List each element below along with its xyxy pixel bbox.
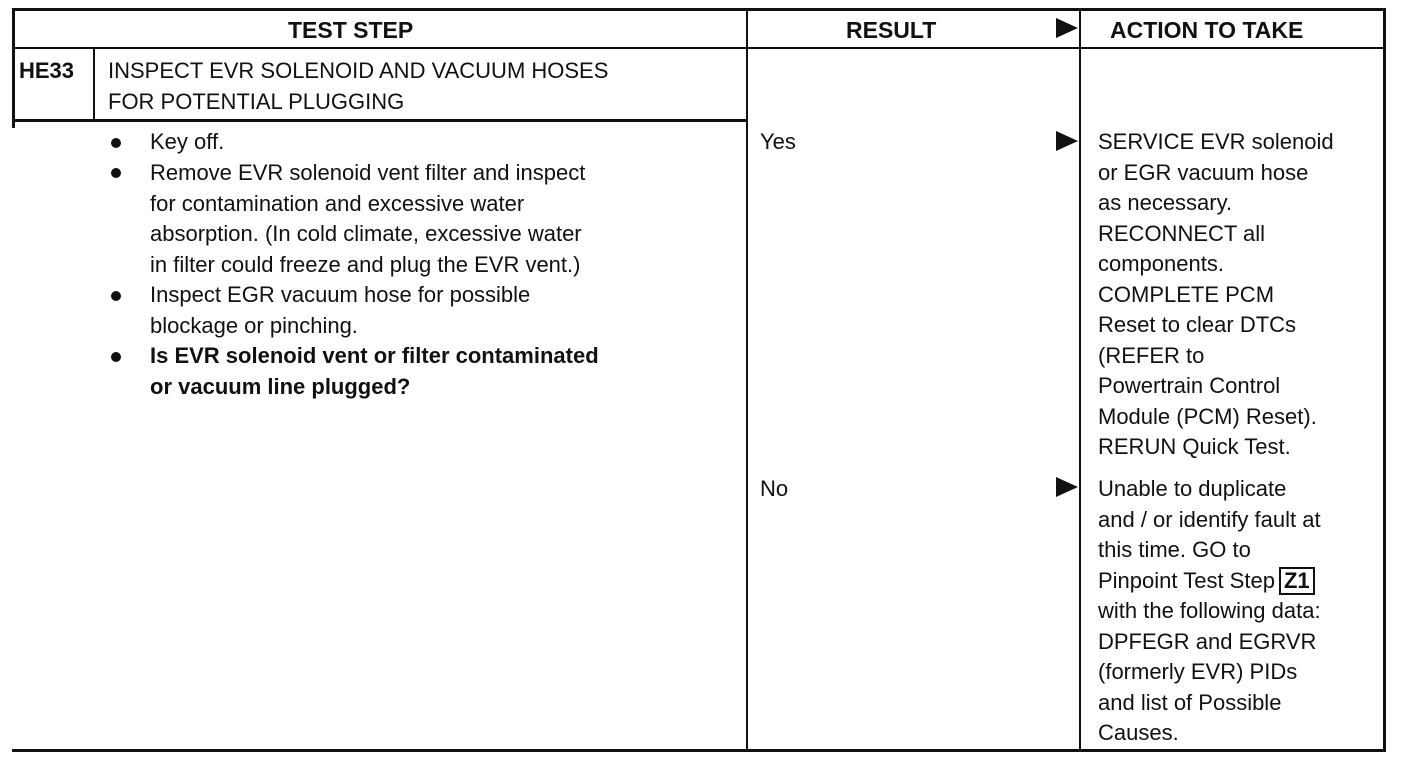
action-line: RERUN Quick Test.: [1098, 434, 1291, 459]
action-line: this time. GO to: [1098, 537, 1251, 562]
result-yes: Yes: [760, 129, 796, 154]
action-line: [1098, 566, 1321, 597]
instruction-line: Is EVR solenoid vent or filter contaminated: [150, 343, 599, 368]
action-line: Causes.: [1098, 720, 1179, 745]
instruction-line: or vacuum line plugged?: [150, 373, 411, 399]
action-line: Powertrain Control: [1098, 373, 1281, 398]
action-line: or EGR vacuum hose: [1098, 159, 1309, 185]
action-yes: [1098, 127, 1334, 463]
action-line: SERVICE EVR solenoid: [1098, 129, 1334, 154]
bullet-icon: [111, 138, 121, 148]
instruction-line: blockage or pinching.: [150, 312, 358, 338]
table-bottom-border: [12, 749, 1386, 752]
action-line: and / or identify fault at: [1098, 506, 1321, 532]
action-line: with the following data:: [1098, 598, 1321, 623]
action-line: Reset to clear DTCs: [1098, 312, 1297, 337]
action-line: (REFER to: [1098, 342, 1205, 368]
bullet-icon: [111, 352, 121, 362]
bullet-icon: [111, 168, 121, 178]
step-title-line: FOR POTENTIAL PLUGGING: [108, 88, 405, 114]
action-line-text: Pinpoint Test Step: [1098, 567, 1275, 593]
instruction-line: in filter could freeze and plug the EVR vent.): [150, 251, 581, 277]
action-line: and list of Possible: [1098, 689, 1282, 715]
result-no: No: [760, 476, 789, 501]
action-no: [1098, 474, 1321, 749]
pinpoint-step-ref: Z1: [1279, 567, 1315, 595]
action-line: DPFEGR and EGRVR: [1098, 628, 1317, 654]
instruction-inspect-hose: [150, 280, 530, 341]
instruction-line: Remove EVR solenoid vent filter and inspect: [150, 160, 586, 185]
step-title-bottom-border: [12, 119, 748, 122]
instruction-line: absorption. (In cold climate, excessive water: [150, 221, 582, 246]
action-line: Module (PCM) Reset).: [1098, 403, 1317, 429]
table-right-border: [1383, 8, 1386, 752]
header-result: RESULT: [846, 17, 937, 43]
instruction-line: Inspect EGR vacuum hose for possible: [150, 282, 531, 307]
action-line: Unable to duplicate: [1098, 476, 1287, 501]
bullet-icon: [111, 291, 121, 301]
instruction-line: for contamination and excessive water: [150, 190, 525, 216]
column-divider-action: [1079, 8, 1081, 752]
table-top-border: [12, 8, 1386, 11]
header-bottom-border: [12, 47, 1386, 49]
action-line: RECONNECT all: [1098, 220, 1266, 246]
step-id: HE33: [19, 58, 75, 83]
action-line: (formerly EVR) PIDs: [1098, 659, 1298, 684]
result-yes-arrow-icon: [1056, 131, 1078, 151]
instruction-line: Key off.: [150, 129, 225, 154]
action-line: as necessary.: [1098, 190, 1233, 215]
header-arrow-icon: [1056, 18, 1078, 38]
instruction-key-off: [150, 127, 224, 158]
header-test-step: TEST STEP: [288, 17, 414, 43]
step-title-line: INSPECT EVR SOLENOID AND VACUUM HOSES: [108, 58, 609, 83]
action-line: components.: [1098, 251, 1224, 276]
instruction-remove-filter: [150, 158, 585, 280]
header-action-to-take: ACTION TO TAKE: [1110, 17, 1304, 43]
result-no-arrow-icon: [1056, 477, 1078, 497]
step-title: [108, 56, 608, 117]
instruction-question: [150, 341, 599, 402]
table-left-border: [12, 8, 15, 128]
action-line: COMPLETE PCM: [1098, 281, 1275, 307]
step-id-divider: [93, 49, 95, 121]
